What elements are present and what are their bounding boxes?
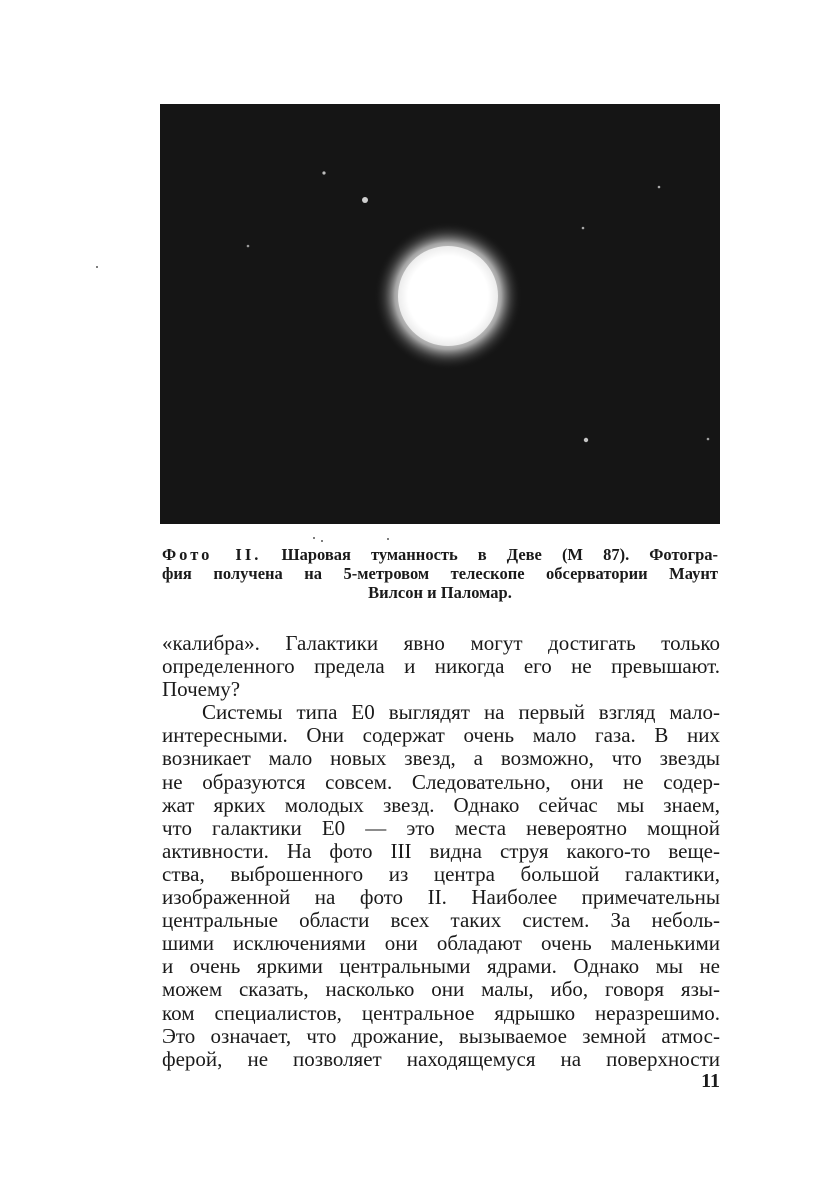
- text-line: что галактики Е0 — это места невероятно мощной: [162, 815, 720, 840]
- caption-line: фия получена на 5-метровом телескопе обсерватории Маунт: [162, 564, 718, 583]
- text-line: определенного предела и никогда его не превышают.: [162, 654, 720, 679]
- text-line: можем сказать, насколько они малы, ибо, говоря язы-: [162, 977, 720, 1002]
- text-line: ферой, не позволяет находящемуся на поверхности: [162, 1046, 720, 1071]
- text-line: не образуются совсем. Следовательно, они не содер-: [162, 769, 720, 794]
- figure-caption: [162, 545, 718, 602]
- text-line: центральные области всех таких систем. За неболь-: [162, 908, 720, 933]
- star: [247, 245, 250, 248]
- text-line: Почему?: [162, 677, 241, 702]
- text-line: и очень яркими центральными ядрами. Однако мы не: [162, 954, 720, 979]
- text-line: жат ярких молодых звезд. Однако сейчас мы знаем,: [162, 792, 720, 817]
- text-line: возникает мало новых звезд, а возможно, что звезды: [162, 746, 720, 771]
- star: [322, 171, 325, 174]
- print-speck: [387, 538, 389, 540]
- body-text: [162, 632, 720, 1071]
- print-speck: [96, 266, 98, 268]
- text-line: ства, выброшенного из центра большой галактики,: [162, 861, 720, 886]
- text-line: Системы типа Е0 выглядят на первый взгляд мало-: [202, 700, 720, 725]
- text-line: активности. На фото III видна струя какого-то веще-: [162, 838, 720, 863]
- text-line: интересными. Они содержат очень мало газа. В них: [162, 723, 720, 748]
- star: [658, 186, 661, 189]
- galaxy-core: [398, 246, 498, 346]
- paragraph: [162, 632, 720, 701]
- galaxy-photo-graphic: [160, 104, 720, 524]
- print-speck: [321, 540, 323, 542]
- text-line: «калибра». Галактики явно могут достигать только: [162, 631, 720, 655]
- star: [582, 227, 585, 230]
- print-speck: [313, 537, 315, 539]
- caption-line: Вилсон и Паломар.: [368, 583, 512, 602]
- caption-text: Шаровая туманность в Деве (М 87). Фотогра-: [281, 545, 719, 564]
- page-number: 11: [701, 1070, 720, 1092]
- text-line: Это означает, что дрожание, вызываемое земной атмос-: [162, 1023, 720, 1048]
- star: [584, 438, 588, 442]
- star: [362, 197, 368, 203]
- caption-line: [162, 545, 718, 564]
- text-line: ком специалистов, центральное ядрышко неразрешимо.: [162, 1000, 720, 1025]
- caption-label: Фото II.: [162, 545, 262, 564]
- paragraph: [162, 701, 720, 1071]
- text-line: изображенной на фото II. Наиболее примечательны: [162, 885, 720, 910]
- galaxy-photo: [160, 104, 720, 524]
- text-line: шими исключениями они обладают очень маленькими: [162, 931, 720, 956]
- star: [707, 438, 710, 441]
